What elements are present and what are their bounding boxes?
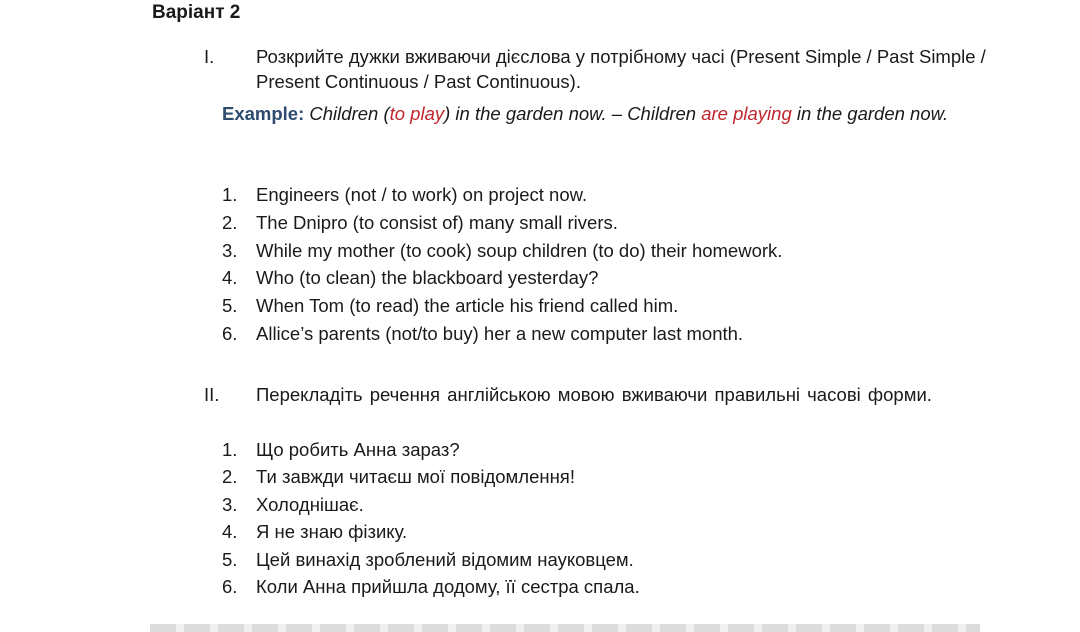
variant-title: Варіант 2	[152, 2, 241, 23]
example-sentence	[309, 103, 948, 124]
item-number: 3.	[222, 239, 238, 261]
list-item	[222, 209, 782, 237]
item-text: Цей винахід зроблений відомим науковцем.	[256, 548, 634, 570]
item-text: The Dnipro (to consist of) many small rivers.	[256, 211, 618, 233]
example-part-3: in the garden now.	[796, 103, 949, 124]
list-item	[222, 237, 782, 265]
example-verb-hint: to play	[389, 103, 445, 124]
item-text: Коли Анна прийшла додому, її сестра спала.	[256, 575, 640, 597]
list-item	[222, 491, 640, 518]
item-number: 6.	[222, 322, 238, 344]
item-text: Ти завжди читаєш мої повідомлення!	[256, 466, 575, 488]
task-1-sentence-list	[222, 181, 782, 348]
item-number: 5.	[222, 295, 238, 317]
item-text: Холоднішає.	[256, 493, 364, 515]
example-part-1: Children (	[309, 103, 390, 124]
task-1-roman-numeral: I.	[204, 46, 215, 67]
task-1-heading	[204, 44, 1038, 94]
task-2-heading	[204, 382, 1038, 407]
list-item	[222, 436, 640, 463]
list-item	[222, 181, 782, 209]
item-text: Allice’s parents (not/to buy) her a new computer last month.	[256, 322, 744, 344]
item-number: 1.	[222, 439, 238, 460]
item-text: Я не знаю фізику.	[256, 521, 408, 543]
item-text: While my mother (to cook) soup children (to do) their homework.	[256, 239, 783, 261]
item-number: 2.	[222, 211, 238, 233]
item-number: 1.	[222, 184, 238, 205]
item-text: Engineers (not / to work) on project now.	[256, 184, 588, 205]
list-item	[222, 320, 782, 348]
task-1-instruction: Розкрийте дужки вживаючи дієслова у потрібному часі (Present Simple / Past Simple / Present Continuous / Past Continuous).	[256, 46, 986, 92]
item-number: 4.	[222, 521, 238, 543]
list-item	[222, 573, 640, 600]
list-item	[222, 264, 782, 292]
task-2-instruction: Перекладіть речення англійською мовою вживаючи правильні часові форми.	[256, 384, 932, 405]
item-text: When Tom (to read) the article his friend called him.	[256, 295, 679, 317]
task-2-sentence-list	[222, 436, 640, 600]
example-answer: are playing	[701, 103, 792, 124]
example-label: Example:	[222, 103, 305, 124]
item-number: 2.	[222, 466, 238, 488]
list-item	[222, 463, 640, 490]
item-text: Who (to clean) the blackboard yesterday?	[256, 267, 599, 289]
example-part-2: ) in the garden now. – Children	[444, 103, 697, 124]
item-number: 4.	[222, 267, 238, 289]
item-number: 5.	[222, 548, 238, 570]
list-item	[222, 292, 782, 320]
item-number: 6.	[222, 575, 238, 597]
next-line-fragment	[150, 624, 980, 632]
item-text: Що робить Анна зараз?	[256, 439, 460, 460]
list-item	[222, 546, 640, 573]
item-number: 3.	[222, 493, 238, 515]
list-item	[222, 518, 640, 545]
task-2-roman-numeral: II.	[204, 384, 220, 405]
task-1-example	[222, 99, 1002, 128]
